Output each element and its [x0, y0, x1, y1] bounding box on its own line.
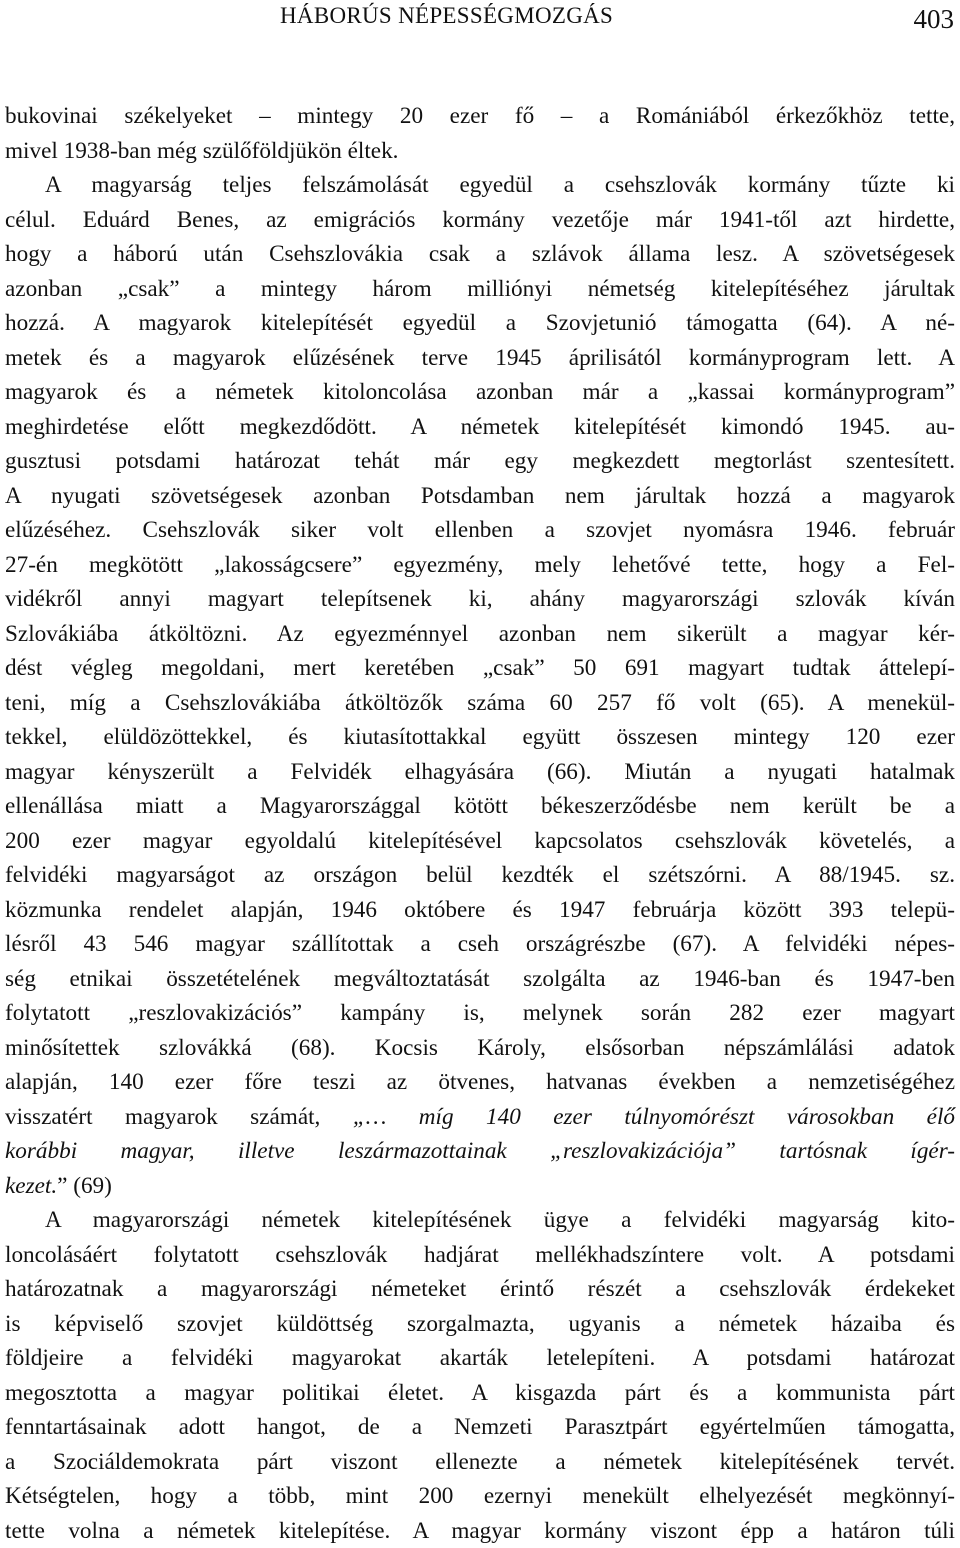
text-line: hozzá. A magyarok kitelepítését egyedül a Szovjetunió támogatta (64). A né- [5, 306, 955, 341]
text-line: megosztotta a magyar politikai életet. A kisgazda párt és a kommunista párt [5, 1376, 955, 1411]
body-text [5, 99, 955, 1548]
text-line: meghirdetése előtt megkezdődött. A németek kitelepítését kimondó 1945. au- [5, 410, 955, 445]
text-line: tette volna a németek kitelepítése. A magyar kormány viszont épp a határon túli [5, 1514, 955, 1548]
text-line: metek és a magyarok elűzésének terve 1945 áprilisától kormányprogram lett. A [5, 341, 955, 376]
page-number: 403 [914, 4, 955, 35]
text-line: 27-én megkötött „lakosságcsere” egyezmény, mely lehetővé tette, hogy a Fel- [5, 548, 955, 583]
citation-ref: ” (69) [57, 1173, 112, 1199]
quote-line: korábbi magyar, illetve leszármazottainak „reszlovakizációja” tartósnak ígér- [5, 1134, 955, 1169]
text-line: földjeire a felvidéki magyarokat akarták letelepíteni. A potsdami határozat [5, 1341, 955, 1376]
text-line: a Szociáldemokrata párt viszont ellenezte a németek kitelepítésének tervét. [5, 1445, 955, 1480]
text-line: gusztusi potsdami határozat tehát már egy megkezdett megtorlást szentesített. [5, 444, 955, 479]
text-line: mivel 1938-ban még szülőföldjükön éltek. [5, 134, 955, 169]
text-line: ség etnikai összetételének megváltoztatását szolgálta az 1946-ban és 1947-ben [5, 962, 955, 997]
text-line: tekkel, elüldözöttekkel, és kiutasítottakkal együtt összesen mintegy 120 ezer [5, 720, 955, 755]
text-line: teni, míg a Csehszlovákiába átköltözők száma 60 257 fő volt (65). A menekül- [5, 686, 955, 721]
text-line: magyarok és a németek kitoloncolása azonban már a „kassai kormányprogram” [5, 375, 955, 410]
text-line: hogy a háború után Csehszlovákia csak a szlávok állama lesz. A szövetségesek [5, 237, 955, 272]
quote-lead-text: visszatért magyarok számát, [5, 1104, 353, 1130]
text-line: felvidéki magyarságot az országon belül kezdték el szétszórni. A 88/1945. sz. [5, 858, 955, 893]
text-line: 200 ezer magyar egyoldalú kitelepítésével kapcsolatos csehszlovák követelés, a [5, 824, 955, 859]
text-line: elűzéséhez. Csehszlovák siker volt ellenben a szovjet nyomásra 1946. február [5, 513, 955, 548]
text-line: A nyugati szövetségesek azonban Potsdamban nem járultak hozzá a magyarok [5, 479, 955, 514]
text-line: dést végleg megoldani, mert keretében „csak” 50 691 magyart tudtak áttelepí- [5, 651, 955, 686]
quote-end-line [5, 1169, 955, 1204]
text-line: Szlovákiába átköltözni. Az egyezménnyel azonban nem sikerült a magyar kér- [5, 617, 955, 652]
text-line: lésről 43 546 magyar szállítottak a cseh országrészbe (67). A felvidéki népes- [5, 927, 955, 962]
text-line: vidékről annyi magyart telepítsenek ki, ahány magyarországi szlovák kíván [5, 582, 955, 617]
text-line: A magyarországi németek kitelepítésének ügye a felvidéki magyarság kito- [5, 1203, 955, 1238]
text-line: is képviselő szovjet küldöttség szorgalmazta, ugyanis a németek házaiba és [5, 1307, 955, 1342]
text-line: közmunka rendelet alapján, 1946 októbere és 1947 februárja között 393 telepü- [5, 893, 955, 928]
text-line: A magyarság teljes felszámolását egyedül a csehszlovák kormány tűzte ki [5, 168, 955, 203]
text-line: határozatnak a magyarországi németeket érintő részét a csehszlovák érdekeket [5, 1272, 955, 1307]
text-line: Kétségtelen, hogy a több, mint 200 ezernyi menekült elhelyezését megkönnyí- [5, 1479, 955, 1514]
text-line: azonban „csak” a mintegy három milliónyi németség kitelepítéséhez járultak [5, 272, 955, 307]
quote-italic-end: kezet. [5, 1173, 57, 1199]
text-line: loncolásáért folytatott csehszlovák hadjárat mellékhadszíntere volt. A potsdami [5, 1238, 955, 1273]
text-line: célul. Eduárd Benes, az emigrációs kormány vezetője már 1941-től azt hirdette, [5, 203, 955, 238]
text-line: magyar kényszerült a Felvidék elhagyására (66). Miután a nyugati hatalmak [5, 755, 955, 790]
running-title: HÁBORÚS NÉPESSÉGMOZGÁS [280, 3, 613, 29]
text-line: minősítettek szlovákká (68). Kocsis Károly, elsősorban népszámlálási adatok [5, 1031, 955, 1066]
quote-italic-text: „… míg 140 ezer túlnyomórészt városokban élő [353, 1104, 955, 1130]
page-header [0, 0, 960, 40]
text-line: fenntartásainak adott hangot, de a Nemzeti Parasztpárt egyértelműen támogatta, [5, 1410, 955, 1445]
text-line: bukovinai székelyeket – mintegy 20 ezer fő – a Romániából érkezőkhöz tette, [5, 99, 955, 134]
text-line-with-quote [5, 1100, 955, 1135]
text-line: folytatott „reszlovakizációs” kampány is, melynek során 282 ezer magyart [5, 996, 955, 1031]
text-line: ellenállása miatt a Magyarországgal kötött békeszerződésbe nem került be a [5, 789, 955, 824]
text-line: alapján, 140 ezer főre teszi az ötvenes, hatvanas években a nemzetiségéhez [5, 1065, 955, 1100]
